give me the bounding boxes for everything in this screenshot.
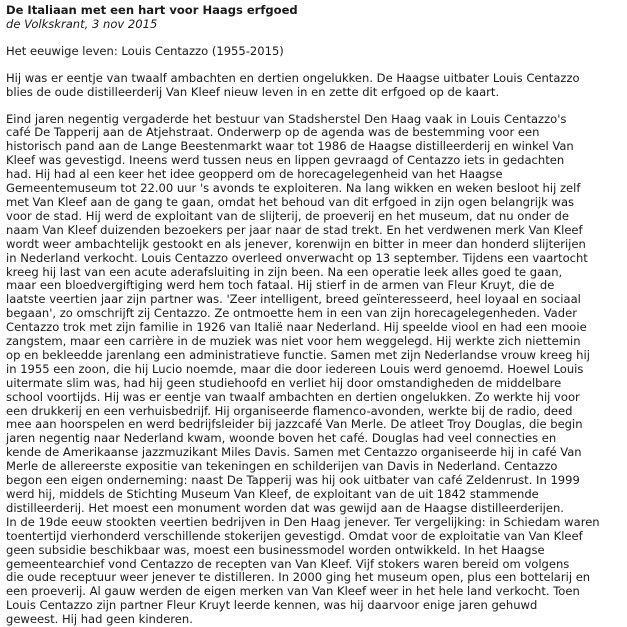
text-line: Merle de allereerste expositie van tekeningen en schilderijen van Davis in Nederland. Centazzo — [6, 459, 558, 474]
text-line: kende de Amerikaanse jazzmuzikant Miles Davis. Samen met Centazzo organiseerde hij in café Van — [6, 445, 582, 460]
text-line: toentertijd vierhonderd verschillende stokerijen gevestigd. Omdat voor de exploitatie van Van Kleef — [6, 528, 583, 543]
text-line: wordt weer ambachtelijk gestookt en als jenever, korenwijn en bitter in meer dan honderd slijterijen — [6, 236, 586, 251]
text-line: op en bekleedde jarenlang een administratieve functie. Samen met zijn Nederlandse vrouw kreeg hij — [6, 347, 590, 362]
text-line: die oude receptuur weer jenever te distilleren. In 2000 ging het museum open, plus een bottelarij en — [6, 570, 591, 585]
text-line: kreeg hij last van een acute aderafsluiting in zijn been. Na een operatie leek alles goed te gaan, — [6, 264, 563, 279]
text-line: naam Van Kleef duizenden bezoekers per jaar naar de stad trekt. En het verdwenen merk Van Kleef — [6, 222, 583, 237]
text-line: café De Tapperij aan de Atjehstraat. Onderwerp op de agenda was de bestemming voor een — [6, 125, 540, 140]
article-title: De Italiaan met een hart voor Haags erfgoed — [6, 3, 298, 17]
text-line: In de 19de eeuw stookten veertien bedrijven in Den Haag jenever. Ter vergelijking: in Schiedam waren — [6, 514, 600, 529]
article — [6, 4, 618, 627]
text-line: maar een bloedvergiftiging werd hem toch fataal. Hij stierf in de armen van Fleur Kruyt, die de — [6, 278, 555, 293]
text-line: geweest. Hij had geen kinderen. — [6, 612, 193, 627]
text-line: een proeverij. Al gauw werden de eigen merken van Van Kleef weer in het hele land verkocht. Toen — [6, 584, 580, 599]
text-line: begon een eigen onderneming: naast De Tapperij was hij ook uitbater van café Zeldenrust. In 1999 — [6, 473, 580, 488]
text-line: Louis Centazzo zijn partner Fleur Kruyt leerde kennen, was hij daarvoor enige jaren gehuwd — [6, 598, 538, 613]
text-line: historisch pand aan de Lange Beestenmarkt waar tot 1986 de Haagse distilleerderij en winkel Van — [6, 139, 574, 154]
text-line: met Van Kleef aan de gang te gaan, omdat het behoud van dit erfgoed in zijn ogen belangrijk was — [6, 194, 575, 209]
text-line: distilleerderij. Het moest een monument worden dat was gewijd aan de Haagse distilleerderijen. — [6, 500, 564, 515]
text-line: had. Hij had al een keer het idee geopperd om de horecagelegenheid van het Haagse — [6, 167, 503, 182]
text-line: gemeentearchief vond Centazzo de recepten van Van Kleef. Vijf stokers waren bereid om volgens — [6, 556, 570, 571]
text-line: geen subsidie beschikbaar was, moest een businessmodel worden ontwikkeld. In het Haagse — [6, 542, 545, 557]
article-source: de Volkskrant, 3 nov 2015 — [6, 16, 158, 31]
text-line: Hij was er eentje van twaalf ambachten en dertien ongelukken. De Haagse uitbater Louis Centazzo — [6, 70, 580, 85]
text-line: zangstem, maar een carrière in de muziek was niet voor hem weggelegd. Hij werkte zich niettemin — [6, 334, 581, 349]
text-line: blies de oude distilleerderij Van Kleef nieuw leven in en zette dit erfgoed op de kaart. — [6, 84, 500, 99]
text-line: Kleef was gevestigd. Ineens werd tussen neus en lippen gevraagd of Centazzo iets in gedachten — [6, 153, 565, 168]
intro-paragraph — [6, 72, 618, 100]
text-line: begaan', zo omschrijft zij Centazzo. Ze ontmoette hem in een van zijn horecagelegenheden. Vader — [6, 306, 577, 321]
text-line: laatste veertien jaar zijn partner was. 'Zeer intelligent, breed geïnteresseerd, heel loyaal en sociaal — [6, 292, 581, 307]
article-subtitle: Het eeuwige leven: Louis Centazzo (1955-2015) — [6, 43, 284, 58]
text-line: Gemeentemuseum tot 22.00 uur 's avonds te exploiteren. Na lang wikken en weken besloot hij zelf — [6, 181, 581, 196]
text-line: voor de stad. Hij werd de exploitant van de slijterij, de proeverij en het museum, dat nu onder de — [6, 208, 569, 223]
text-line: een drukkerij en een verhuisbedrijf. Hij organiseerde flamenco-avonden, werkte bij de radio, deed — [6, 403, 573, 418]
text-line: mee aan hoorspelen en werd bedrijfsleider bij jazzcafé Van Merle. De atleet Troy Douglas, die begin — [6, 417, 583, 432]
text-line: in Nederland verkocht. Louis Centazzo overleed onverwacht op 13 september. Tijdens een vaartocht — [6, 250, 588, 265]
text-line: Centazzo trok met zijn familie in 1926 van Italië naar Nederland. Hij speelde viool en had een mooie — [6, 320, 587, 335]
body-paragraph — [6, 113, 618, 627]
text-line: uitermate slim was, had hij geen studiehoofd en verliet hij door omstandigheden de middelbare — [6, 375, 562, 390]
text-line: Eind jaren negentig vergaderde het bestuur van Stadsherstel Den Haag vaak in Louis Centazzo's — [6, 111, 567, 126]
text-line: school voortijds. Hij was er eentje van twaalf ambachten en dertien ongelukken. Zo werkte hij voor — [6, 389, 580, 404]
text-line: in 1955 een zoon, die hij Lucio noemde, maar die door iedereen Louis werd genoemd. Hoewel Louis — [6, 361, 584, 376]
text-line: werd hij, middels de Stichting Museum Van Kleef, de exploitant van de uit 1842 stammende — [6, 487, 539, 501]
text-line: jaren negentig naar Nederland kwam, woonde boven het café. Douglas had veel connecties en — [6, 431, 557, 446]
